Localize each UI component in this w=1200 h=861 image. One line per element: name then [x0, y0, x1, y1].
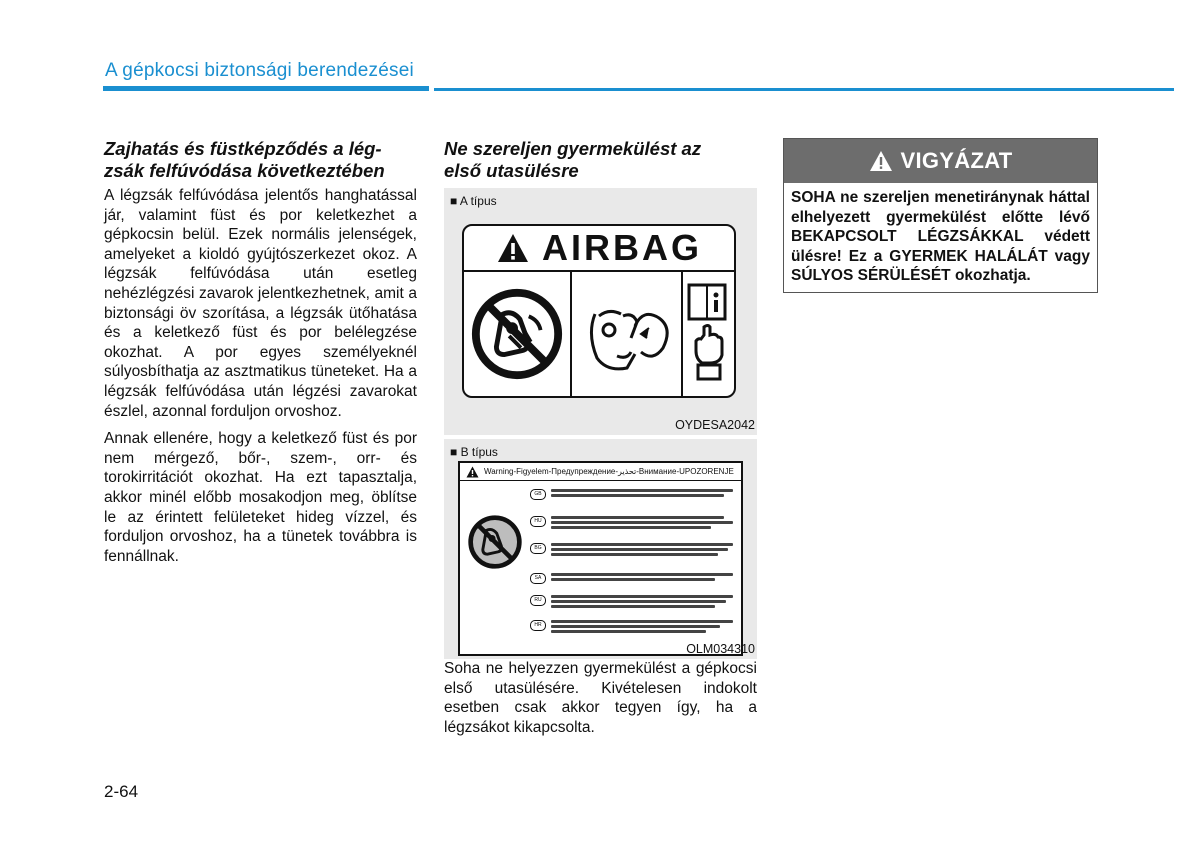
language-row-gb [530, 489, 733, 500]
left-column [104, 138, 417, 574]
caution-box [783, 138, 1098, 293]
language-row-ru [530, 595, 733, 608]
figure-type-a [444, 188, 757, 435]
language-badge: GB [530, 489, 546, 500]
airbag-pictogram-panels [464, 272, 734, 396]
no-child-seat-icon [468, 285, 566, 383]
left-paragraph-1: A légzsák felfúvódása jelentős hanghatással jár, valamint füst és por keletkezhet a gépkocsin belül. Ezek normális jelenségek, amelyeket a kioldó gyújtószerkezet okoz. A légzsák felfúvódása után esetleg nehézlégzési zavarok jelentkezhetnek, amit a biztonsági öv szorítása, a légzsák ütőhatása és a keletkező füst és por belélegzése okozhat. A por egyes személyeknél súlyosbíthatja az asztmatikus tüneteket. Ha a légzsák felfúvódása után légzési zavarokat észlel, azonnal forduljon orvoshoz. [104, 187, 417, 420]
panel-manual-info [683, 272, 733, 396]
no-child-seat-small-icon [466, 513, 524, 571]
section-header-title: A gépkocsi biztonsági berendezései [105, 60, 414, 81]
manual-info-icon [686, 279, 730, 389]
right-column [783, 138, 1098, 293]
middle-column [444, 138, 757, 745]
middle-heading: Ne szereljen gyermekülést az első utasülésre [444, 138, 702, 181]
language-badge: RU [530, 595, 546, 606]
caution-title: VIGYÁZAT [900, 148, 1013, 173]
page-number: 2-64 [104, 782, 139, 801]
language-badge: SA [530, 573, 546, 584]
warning-triangle-small-icon [466, 466, 479, 478]
language-badge: BG [530, 543, 546, 554]
header-rule-right [434, 88, 1174, 91]
language-row-hr [530, 620, 733, 633]
figure-b-code: OLM034310 [686, 642, 755, 656]
warning-triangle-icon [496, 232, 530, 264]
language-row-hu [530, 516, 733, 529]
figure-a-code: OYDESA2042 [675, 418, 755, 432]
airbag-deploy-icon [577, 286, 677, 382]
left-paragraph-2: Annak ellenére, hogy a keletkező füst és por nem mérgező, bőr-, szem-, orr- és torokirritációt okozhat. Ha ezt tapasztalja, akkor minél előbb mosakodjon meg, öblítse le az érintett felületeket hideg vízzel, és forduljon orvoshoz, ha a tünetek továbbra is fennállnak. [104, 430, 417, 565]
airbag-word: AIRBAG [542, 227, 702, 268]
panel-airbag-deploy [572, 272, 683, 396]
language-badge: HU [530, 516, 546, 527]
caution-text: SOHA ne szereljen menetiránynak háttal elhelyezett gyermekülést előtte lévő BEKAPCSOLT LÉGZSÁKKAL védett ülésre! Ez a GYERMEK HALÁLÁT vagy SÚLYOS SÉRÜLÉSÉT okozhatja. [791, 189, 1090, 285]
warning-triangle-icon [869, 150, 893, 172]
panel-no-child-seat [464, 272, 572, 396]
middle-paragraph-1: Soha ne helyezzen gyermekülést a gépkocsi első utasülésére. Kivételesen indokolt esetben csak akkor tegyen így, ha a légzsákot kikapcsolta. [444, 660, 757, 736]
airbag-warning-label [462, 224, 736, 398]
figure-type-b [444, 439, 757, 659]
left-heading: Zajhatás és füstképződés a lég- zsák felfúvódása következtében [104, 138, 385, 181]
language-badge: HR [530, 620, 546, 631]
figure-b-label: ■ B típus [450, 445, 498, 459]
airbag-title-bar [464, 226, 734, 272]
language-row-bg [530, 543, 733, 556]
warning-header-text: Warning-Figyelem-Предупреждение-تحذير-Внимание-UPOZORENJE [484, 467, 734, 476]
warning-header [460, 463, 741, 481]
figure-a-label: ■ A típus [450, 194, 497, 208]
caution-header [784, 139, 1097, 183]
header-rule-left [103, 86, 429, 91]
language-row-sa [530, 573, 733, 584]
multilingual-warning-label [458, 461, 743, 656]
